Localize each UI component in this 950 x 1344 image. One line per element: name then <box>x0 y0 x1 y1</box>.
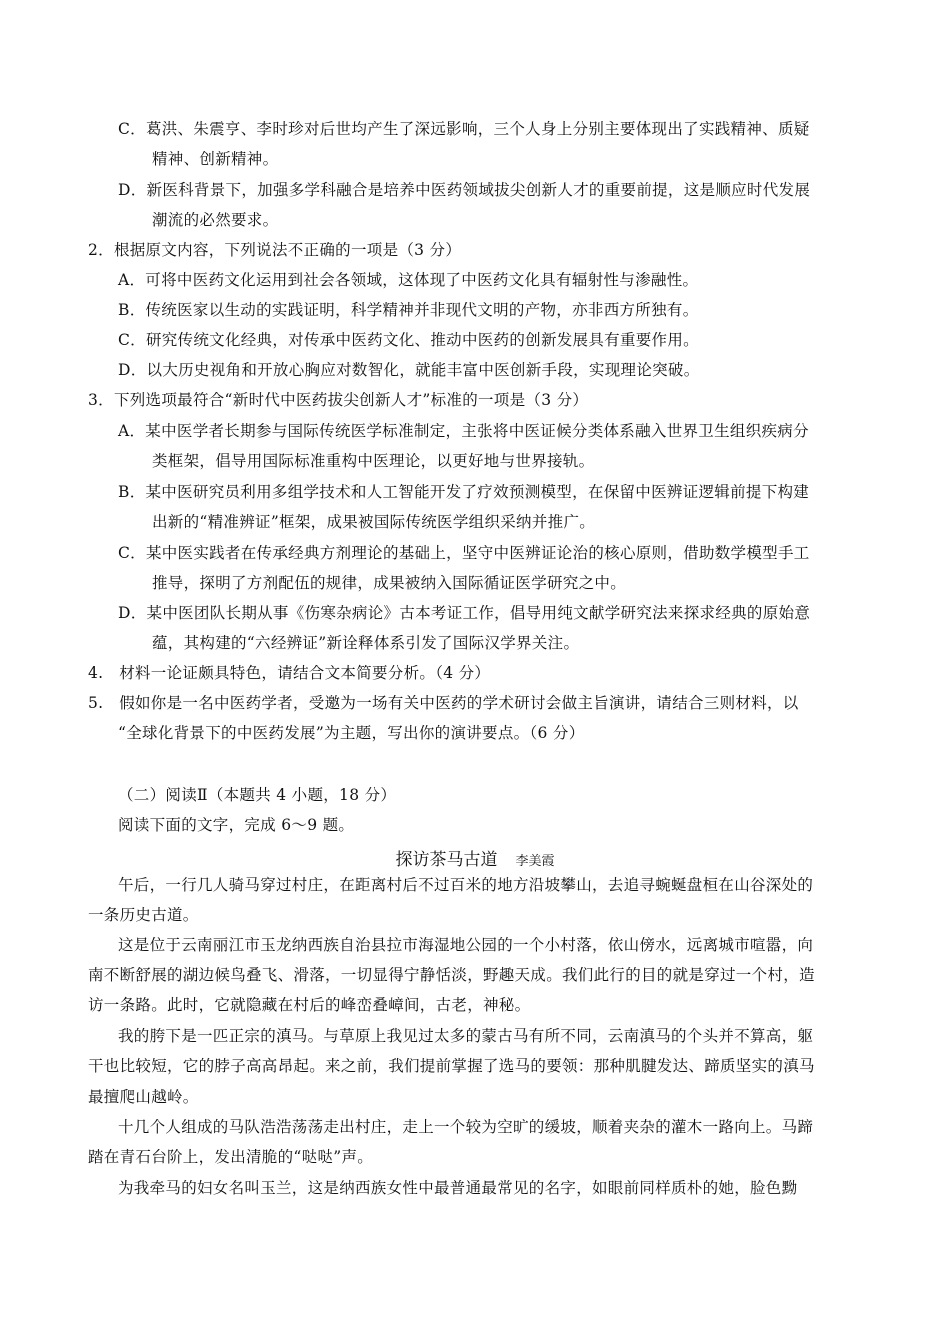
article-author: 李美霞 <box>515 854 555 869</box>
article-p2-line3: 访一条路。此时，它就隐藏在村后的峰峦叠嶂间，古老，神秘。 <box>88 996 531 1014</box>
q2-option-c: C．研究传统文化经典，对传承中医药文化、推动中医药的创新发展具有重要作用。 <box>118 331 699 349</box>
article-p3-line2: 干也比较短，它的脖子高高昂起。来之前，我们提前掌握了选马的要领：那种肌腱发达、蹄质坚实的滇马 <box>88 1057 815 1075</box>
q2-stem: 2．根据原文内容，下列说法不正确的一项是（3 分） <box>88 241 462 259</box>
q3-stem: 3．下列选项最符合“新时代中医药拔尖创新人才”标准的一项是（3 分） <box>88 391 589 409</box>
article-title: 探访茶马古道 <box>395 850 498 870</box>
article-p1-line2: 一条历史古道。 <box>88 906 199 924</box>
q3-option-b-line1: B．某中医研究员利用多组学技术和人工智能开发了疗效预测模型，在保留中医辨证逻辑前提下构建 <box>118 483 810 501</box>
section-instruction: 阅读下面的文字，完成 6～9 题。 <box>118 816 355 834</box>
q5-stem-line1: 5. 假如你是一名中医药学者，受邀为一场有关中医药的学术研讨会做主旨演讲，请结合三则材料，以 <box>88 694 799 712</box>
article-p1-line1: 午后，一行几人骑马穿过村庄，在距离村后不过百米的地方沿坡攀山，去追寻蜿蜒盘桓在山谷深处的 <box>118 876 814 894</box>
q3-option-d-line1: D．某中医团队长期从事《伤寒杂病论》古本考证工作，倡导用纯文献学研究法来探求经典的原始意 <box>118 604 811 622</box>
article-title-block <box>0 848 950 874</box>
article-p5-line1: 为我牵马的妇女名叫玉兰，这是纳西族女性中最普通最常见的名字，如眼前同样质朴的她，脸色黝 <box>118 1179 798 1197</box>
q2-option-b: B．传统医家以生动的实践证明，科学精神并非现代文明的产物，亦非西方所独有。 <box>118 301 699 319</box>
q3-option-a-line1: A．某中医学者长期参与国际传统医学标准制定，主张将中医证候分类体系融入世界卫生组织疾病分 <box>118 422 809 440</box>
q3-option-c-line2: 推导，探明了方剂配伍的规律，成果被纳入国际循证医学研究之中。 <box>152 574 627 592</box>
q3-option-a-line2: 类框架，倡导用国际标准重构中医理论，以更好地与世界接轨。 <box>152 452 595 470</box>
q4-stem: 4. 材料一论证颇具特色，请结合文本简要分析。（4 分） <box>88 664 491 682</box>
q3-option-b-line2: 出新的“精准辨证”框架，成果被国际传统医学组织采纳并推广。 <box>152 513 596 531</box>
article-p2-line1: 这是位于云南丽江市玉龙纳西族自治县拉市海湿地公园的一个小村落，依山傍水，远离城市喧嚣，向 <box>118 936 814 954</box>
q5-stem-line2: “全球化背景下的中医药发展”为主题，写出你的演讲要点。（6 分） <box>118 724 585 742</box>
q1-option-c-line2: 精神、创新精神。 <box>152 150 279 168</box>
article-p2-line2: 南不断舒展的湖边候鸟叠飞、滑落，一切显得宁静恬淡，野趣天成。我们此行的目的就是穿过一个村，造 <box>88 966 815 984</box>
q2-option-a: A．可将中医药文化运用到社会各领域，这体现了中医药文化具有辐射性与渗融性。 <box>118 271 699 289</box>
section-heading: （二）阅读Ⅱ（本题共 4 小题，18 分） <box>118 786 397 804</box>
q1-option-d-line1: D．新医科背景下，加强多学科融合是培养中医药领域拔尖创新人才的重要前提，这是顺应时代发展 <box>118 181 811 199</box>
article-p3-line3: 最擅爬山越岭。 <box>88 1088 199 1106</box>
q1-option-d-line2: 潮流的必然要求。 <box>152 211 279 229</box>
q1-option-c-line1: C．葛洪、朱震亨、李时珍对后世均产生了深远影响，三个人身上分别主要体现出了实践精神、质疑 <box>118 120 810 138</box>
article-p3-line1: 我的胯下是一匹正宗的滇马。与草原上我见过太多的蒙古马有所不同，云南滇马的个头并不算高，躯 <box>118 1027 814 1045</box>
article-p4-line1: 十几个人组成的马队浩浩荡荡走出村庄，走上一个较为空旷的缓坡，顺着夹杂的灌木一路向上。马蹄 <box>118 1118 814 1136</box>
q3-option-d-line2: 蕴，其构建的“六经辨证”新诠释体系引发了国际汉学界关注。 <box>152 634 580 652</box>
q2-option-d: D．以大历史视角和开放心胸应对数智化，就能丰富中医创新手段，实现理论突破。 <box>118 361 700 379</box>
q3-option-c-line1: C．某中医实践者在传承经典方剂理论的基础上，坚守中医辨证论治的核心原则，借助数学模型手工 <box>118 544 810 562</box>
article-p4-line2: 踏在青石台阶上，发出清脆的“哒哒”声。 <box>88 1148 374 1166</box>
